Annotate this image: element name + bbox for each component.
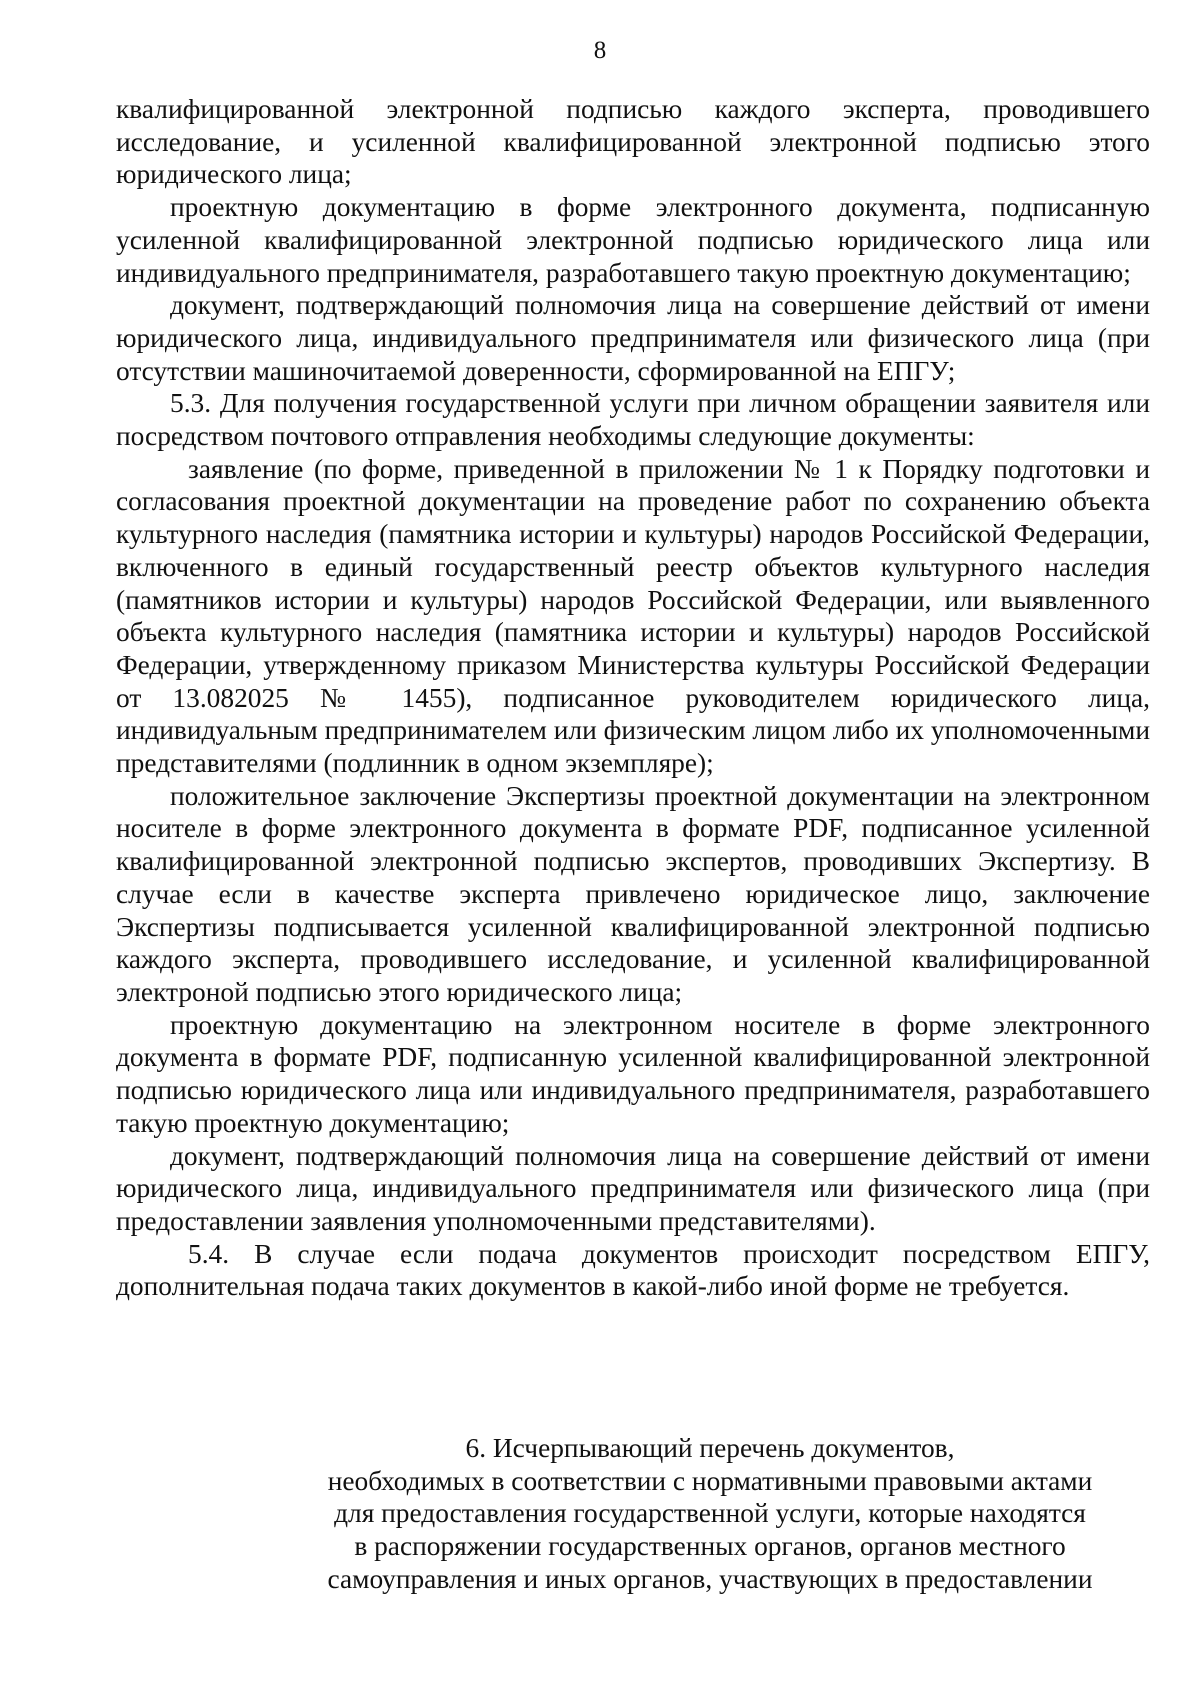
paragraph-project-docs: проектную документацию в форме электронного документа, подписанную усиленной квалифицированной электронной подписью юридического лица или индивидуального предпринимателя, разработавшего такую проектную документацию; — [116, 192, 1150, 288]
paragraph-authority-doc: документ, подтверждающий полномочия лица на совершение действий от имени юридического лица, индивидуального предпринимателя или физического лица (при отсутствии машиночитаемой доверенности, сформированной на ЕПГУ; — [116, 290, 1150, 386]
paragraph-expert-conclusion: положительное заключение Экспертизы проектной документации на электронном носителе в форме электронного документа в формате PDF, подписанное усиленной квалифицированной электронной подписью экспертов, проводивших Экспертизу. В случае если в качестве эксперта привлечено юридическое лицо, заключение Экспертизы подписывается усиленной квалифицированной электронной подписью каждого эксперта, проводившего исследование, и усиленной квалифицированной электроной подписью этого юридического лица; — [116, 780, 1150, 1007]
paragraph-project-docs-media: проектную документацию на электронном носителе в форме электронного документа в формате PDF, подписанную усиленной квалифицированной электронной подписью юридического лица или индивидуального предпринимателя, разработавшего такую проектную документацию; — [116, 1009, 1150, 1138]
paragraph-authority-doc-representatives: документ, подтверждающий полномочия лица на совершение действий от имени юридического лица, индивидуального предпринимателя или физического лица (при предоставлении заявления уполномоченными представителями). — [116, 1140, 1150, 1236]
section-heading-line: 6. Исчерпывающий перечень документов, — [465, 1433, 955, 1463]
section-heading-line: самоуправления и иных органов, участвующих в предоставлении — [327, 1563, 1093, 1594]
paragraph-continuation: квалифицированной электронной подписью каждого эксперта, проводившего исследование, и усиленной квалифицированной электронной подписью этого юридического лица; — [116, 94, 1150, 190]
document-body — [116, 93, 1150, 1303]
section-heading-line: необходимых в соответствии с нормативными правовыми актами — [327, 1465, 1093, 1496]
paragraph-clause-5-4: 5.4. В случае если подача документов происходит посредством ЕПГУ, дополнительная подача таких документов в какой-либо иной форме не требуется. — [116, 1238, 1150, 1302]
paragraph-clause-5-3: 5.3. Для получения государственной услуги при личном обращении заявителя или посредством почтового отправления необходимы следующие документы: — [116, 388, 1150, 452]
page-number: 8 — [593, 37, 607, 64]
paragraph-application: заявление (по форме, приведенной в приложении № 1 к Порядку подготовки и согласования проектной документации на проведение работ по сохранению объекта культурного наследия (памятника истории и культуры) народов Российской Федерации, включенного в единый государственный реестр объектов культурного наследия (памятников истории и культуры) народов Российской Федерации, или выявленного объекта культурного наследия (памятника истории и культуры) народов Российской Федерации, утвержденному приказом Министерства культуры Российской Федерации от 13.082025 № 1455), подписанное руководителем юридического лица, индивидуальным предпринимателем или физическим лицом либо их уполномоченными представителями (подлинник в одном экземпляре); — [116, 453, 1150, 779]
section-heading-line: в распоряжении государственных органов, органов местного — [354, 1531, 1066, 1562]
section-heading-line: для предоставления государственной услуги, которые находятся — [334, 1498, 1086, 1529]
section-heading — [116, 1432, 1150, 1596]
